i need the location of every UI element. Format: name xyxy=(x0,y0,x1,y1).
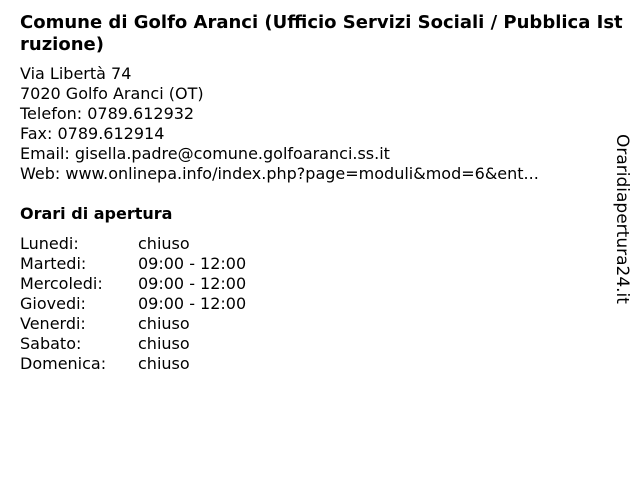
day-label: Giovedi: xyxy=(20,294,86,313)
day-time: chiuso xyxy=(138,334,190,353)
day-label: Lunedi: xyxy=(20,234,79,253)
day-label: Martedi: xyxy=(20,254,87,273)
day-time: 09:00 - 12:00 xyxy=(138,254,247,273)
day-time: chiuso xyxy=(138,314,190,333)
fax: Fax: 0789.612914 xyxy=(20,124,165,143)
day-label: Mercoledi: xyxy=(20,274,103,293)
day-label: Venerdi: xyxy=(20,314,86,333)
day-time: 09:00 - 12:00 xyxy=(138,274,247,293)
day-time: 09:00 - 12:00 xyxy=(138,294,247,313)
hours-table xyxy=(20,234,246,374)
hours-row xyxy=(20,354,246,374)
phone: Telefon: 0789.612932 xyxy=(20,104,195,123)
city: 7020 Golfo Aranci (OT) xyxy=(20,84,204,103)
hours-title: Orari di apertura xyxy=(20,204,173,223)
hours-row xyxy=(20,294,246,314)
hours-row xyxy=(20,314,246,334)
contact-info xyxy=(20,64,585,184)
web-link[interactable]: Web: www.onlinepa.info/index.php?page=moduli&mod=6&ent... xyxy=(20,164,539,183)
hours-row xyxy=(20,234,246,254)
hours-row xyxy=(20,274,246,294)
address: Via Libertà 74 xyxy=(20,64,132,83)
email: Email: gisella.padre@comune.golfoaranci.ss.it xyxy=(20,144,390,163)
hours-row xyxy=(20,334,246,354)
hours-row xyxy=(20,254,246,274)
watermark: Oraridiapertura24.it xyxy=(612,134,632,304)
day-label: Domenica: xyxy=(20,354,107,373)
day-time: chiuso xyxy=(138,354,190,373)
page-title: Comune di Golfo Aranci (Ufficio Servizi Sociali / Pubblica Istruzione) xyxy=(20,12,623,55)
day-label: Sabato: xyxy=(20,334,82,353)
day-time: chiuso xyxy=(138,234,190,253)
